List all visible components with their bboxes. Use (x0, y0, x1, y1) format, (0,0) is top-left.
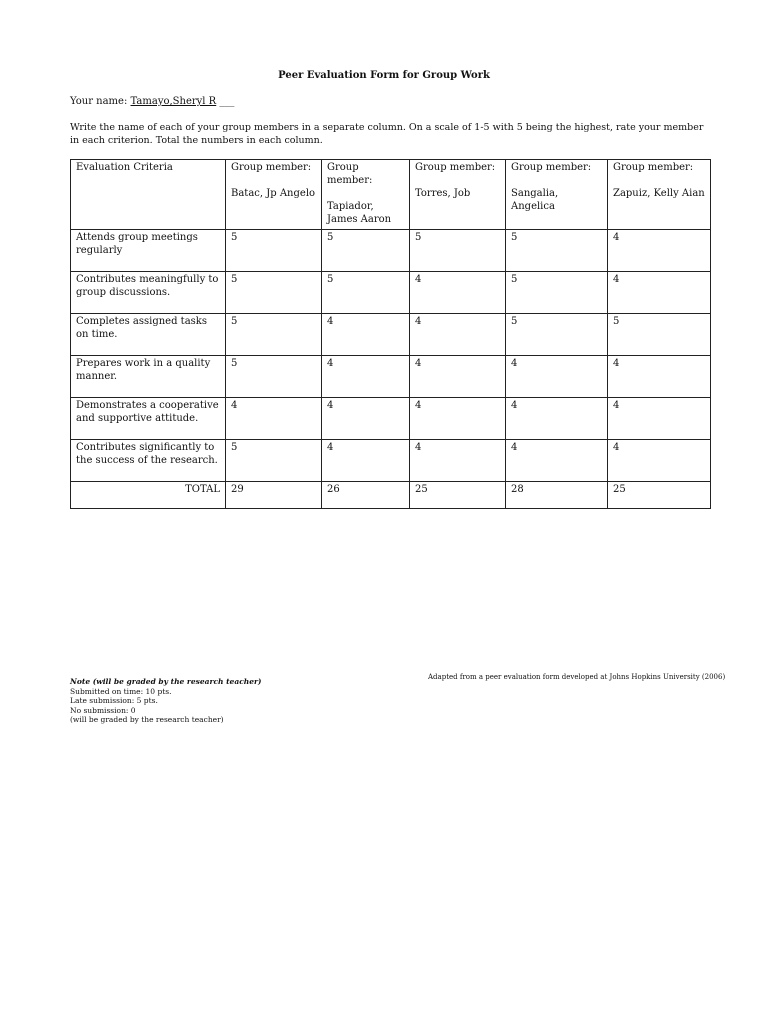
member-name: Batac, Jp Angelo (231, 188, 316, 199)
criterion-cell: Completes assigned tasks on time. (71, 314, 226, 356)
score-cell: 4 (322, 356, 410, 398)
score-cell: 5 (322, 230, 410, 272)
note-line: Submitted on time: 10 pts. (70, 686, 172, 696)
score-cell: 5 (506, 272, 608, 314)
note-line: Late submission: 5 pts. (70, 696, 158, 705)
score-cell: 4 (608, 356, 711, 398)
score-cell: 5 (506, 230, 608, 272)
table-row (71, 314, 711, 356)
member-label: Group member: (613, 162, 694, 173)
score-cell: 4 (608, 272, 711, 314)
score-cell: 5 (410, 230, 506, 272)
criterion-cell: Attends group meetings regularly (71, 230, 226, 272)
score-cell: 4 (410, 314, 506, 356)
name-value: Tamayo,Sheryl R (130, 96, 217, 107)
note-title: Note (will be graded by the research teacher) (70, 677, 262, 686)
score-cell: 4 (226, 398, 322, 440)
member-header (608, 160, 711, 230)
criterion-cell: Contributes significantly to the success of the research. (71, 440, 226, 482)
score-cell: 5 (226, 272, 322, 314)
total-row (71, 482, 711, 509)
member-label: Group member: (415, 162, 496, 173)
score-cell: 4 (608, 398, 711, 440)
score-cell: 5 (322, 272, 410, 314)
score-cell: 4 (506, 440, 608, 482)
total-cell: 28 (506, 482, 608, 509)
total-cell: 29 (226, 482, 322, 509)
total-cell: 25 (608, 482, 711, 509)
member-name: Zapuiz, Kelly Aian (613, 188, 705, 199)
name-blank: ___ (216, 96, 235, 107)
score-cell: 5 (506, 314, 608, 356)
member-header (410, 160, 506, 230)
name-line (70, 96, 234, 107)
score-cell: 5 (608, 314, 711, 356)
score-cell: 4 (608, 440, 711, 482)
score-cell: 4 (608, 230, 711, 272)
member-label: Group member: (511, 162, 592, 173)
score-cell: 4 (322, 314, 410, 356)
member-header (506, 160, 608, 230)
table-row (71, 398, 711, 440)
name-label: Your name: (70, 96, 128, 107)
criterion-cell: Prepares work in a quality manner. (71, 356, 226, 398)
table-row (71, 440, 711, 482)
score-cell: 4 (506, 398, 608, 440)
member-label: Group member: (327, 162, 373, 186)
form-title: Peer Evaluation Form for Group Work (278, 70, 490, 81)
total-cell: 26 (322, 482, 410, 509)
member-header (322, 160, 410, 230)
score-cell: 4 (410, 356, 506, 398)
score-cell: 4 (410, 398, 506, 440)
source-attribution: Adapted from a peer evaluation form developed at Johns Hopkins University (2006) (428, 673, 726, 681)
member-name: Tapiador, James Aaron (327, 201, 392, 225)
table-row (71, 356, 711, 398)
member-name: Sangalia, Angelica (511, 188, 559, 212)
score-cell: 4 (322, 398, 410, 440)
note-line: No submission: 0 (70, 705, 136, 715)
evaluation-table (70, 159, 711, 509)
member-name: Torres, Job (415, 188, 471, 199)
member-header (226, 160, 322, 230)
member-label: Group member: (231, 162, 312, 173)
note-line: (will be graded by the research teacher) (70, 715, 224, 724)
score-cell: 5 (226, 440, 322, 482)
score-cell: 4 (506, 356, 608, 398)
total-label: TOTAL (71, 482, 226, 509)
criterion-cell: Contributes meaningfully to group discussions. (71, 272, 226, 314)
score-cell: 4 (410, 440, 506, 482)
grading-note (70, 677, 261, 725)
score-cell: 4 (410, 272, 506, 314)
table-header-row (71, 160, 711, 230)
instructions: Write the name of each of your group members in a separate column. On a scale of 1-5 with 5 being the highest, rate your member in each criterion. Total the numbers in each column. (70, 122, 704, 146)
criterion-cell: Demonstrates a cooperative and supportive attitude. (71, 398, 226, 440)
total-cell: 25 (410, 482, 506, 509)
score-cell: 5 (226, 230, 322, 272)
table-row (71, 272, 711, 314)
table-row (71, 230, 711, 272)
score-cell: 4 (322, 440, 410, 482)
score-cell: 5 (226, 314, 322, 356)
score-cell: 5 (226, 356, 322, 398)
criteria-header: Evaluation Criteria (71, 160, 226, 230)
